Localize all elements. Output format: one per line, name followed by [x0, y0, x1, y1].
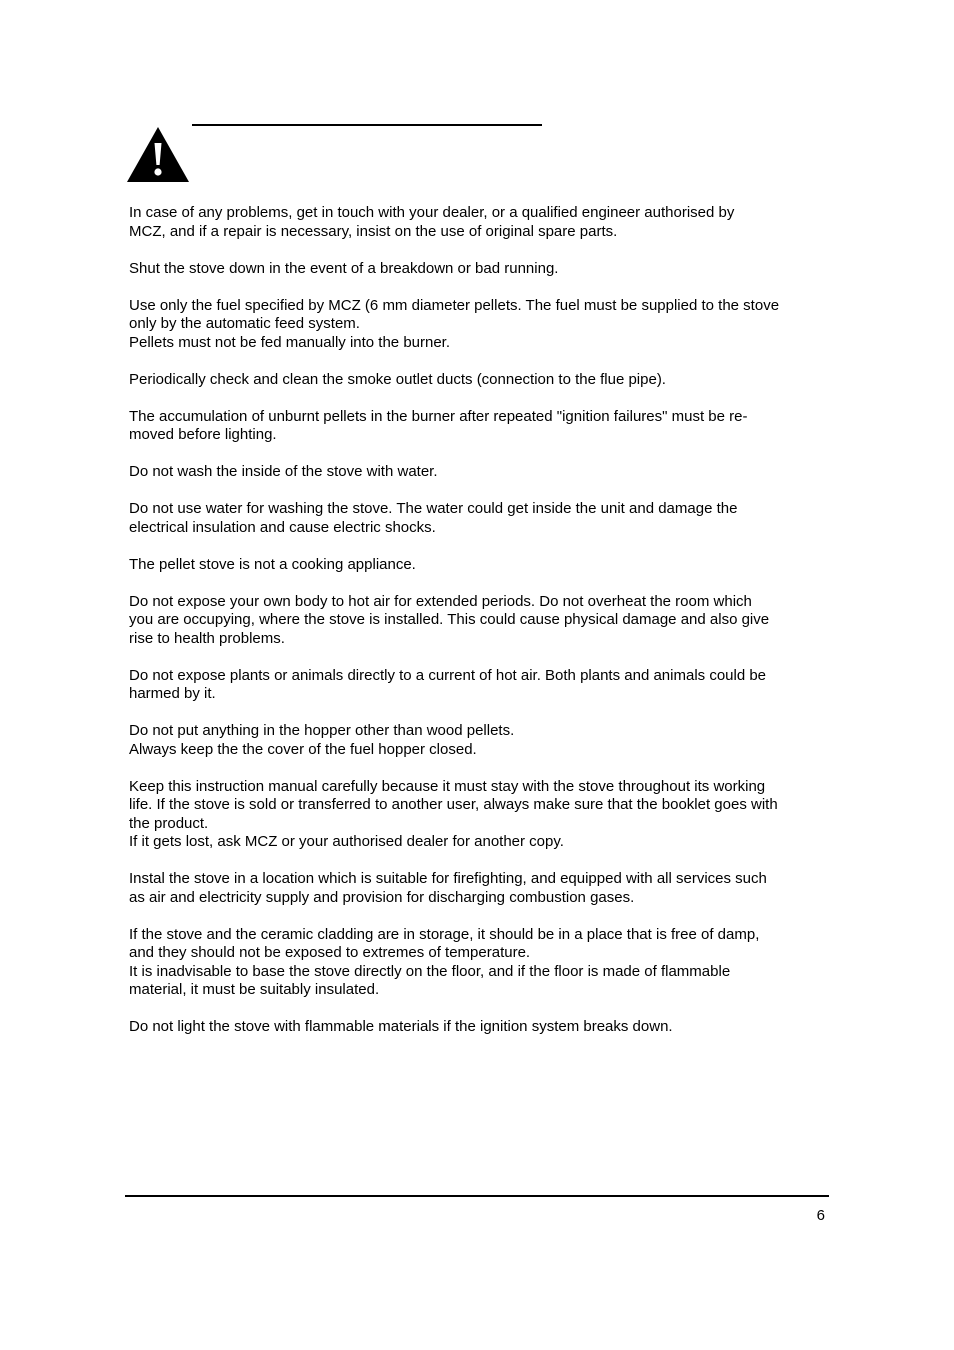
- paragraph: Keep this instruction manual carefully because it must stay with the stove throughout its working life. If the stove is sold or transferred to another user, always make sure that the booklet goes with the product. If it gets lost, ask MCZ or your authorised dealer for another copy.: [129, 777, 778, 850]
- warning-triangle-icon: [126, 126, 190, 183]
- paragraph: Periodically check and clean the smoke outlet ducts (connection to the flue pipe).: [129, 370, 666, 388]
- safety-warnings: [129, 204, 829, 1055]
- paragraph: Instal the stove in a location which is suitable for firefighting, and equipped with all services such as air and electricity supply and provision for discharging combustion gases.: [129, 870, 767, 906]
- page-number: 6: [816, 1207, 825, 1224]
- title-underline: [192, 124, 542, 126]
- paragraph: Do not put anything in the hopper other than wood pellets. Always keep the the cover of the fuel hopper closed.: [129, 722, 515, 758]
- paragraph: Shut the stove down in the event of a breakdown or bad running.: [129, 259, 559, 277]
- paragraph: The pellet stove is not a cooking appliance.: [129, 555, 416, 573]
- paragraph: Do not light the stove with flammable materials if the ignition system breaks down.: [129, 1018, 673, 1035]
- paragraph: Do not use water for washing the stove. The water could get inside the unit and damage the electrical insulation and cause electric shocks.: [129, 500, 738, 536]
- paragraph: The accumulation of unburnt pellets in the burner after repeated "ignition failures" must be re- moved before lighting.: [129, 407, 748, 443]
- paragraph: Do not wash the inside of the stove with water.: [129, 463, 438, 480]
- paragraph: Use only the fuel specified by MCZ (6 mm diameter pellets. The fuel must be supplied to the stove only by the automatic feed system. Pellets must not be fed manually into the burner.: [129, 296, 780, 351]
- paragraph: Do not expose your own body to hot air for extended periods. Do not overheat the room which you are occupying, where the stove is installed. This could cause physical damage and also give rise to health problems.: [129, 592, 770, 647]
- paragraph: Do not expose plants or animals directly to a current of hot air. Both plants and animals could be harmed by it.: [129, 666, 767, 702]
- footer-rule: [125, 1195, 829, 1197]
- paragraph: If the stove and the ceramic cladding are in storage, it should be in a place that is free of damp, and they should not be exposed to extremes of temperature. It is inadvisable to base the stove directly on the floor, and if the floor is made of flammable material, it must be suitably insulated.: [129, 925, 760, 998]
- paragraph: In case of any problems, get in touch with your dealer, or a qualified engineer authorised by MCZ, and if a repair is necessary, insist on the use of original spare parts.: [129, 204, 735, 240]
